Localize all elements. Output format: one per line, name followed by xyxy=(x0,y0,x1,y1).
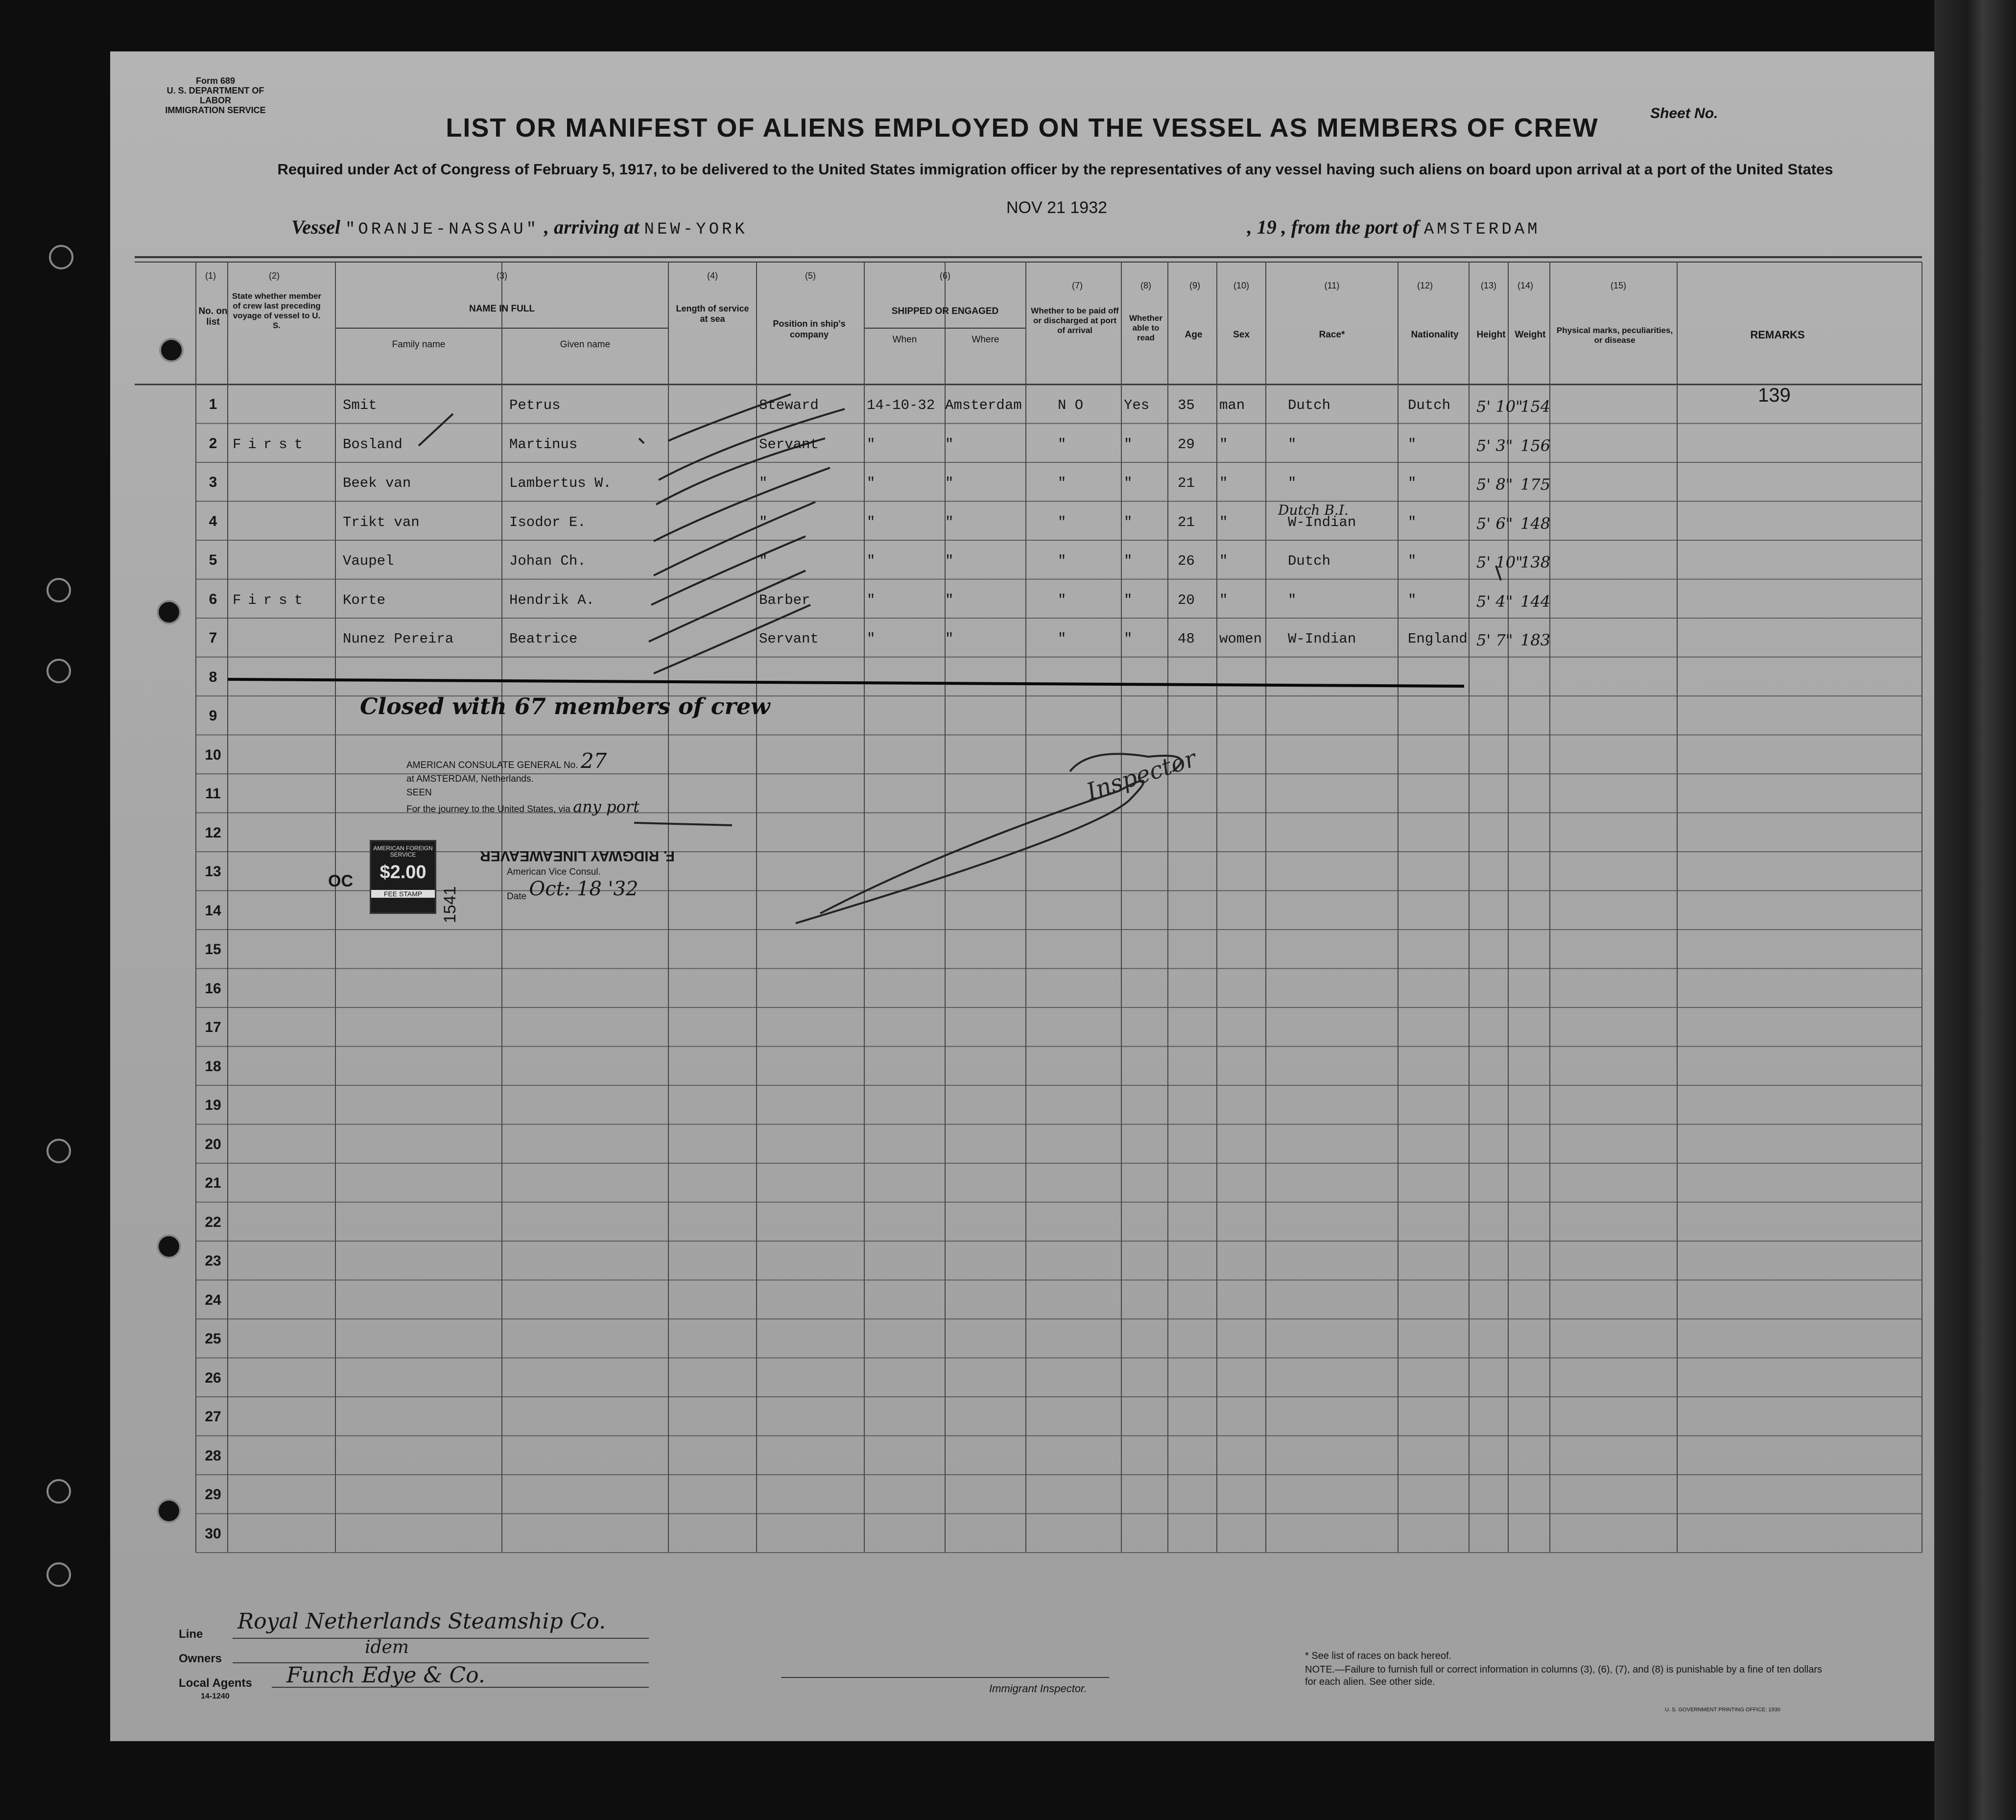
year-label: , 19 xyxy=(1247,216,1277,238)
cell-age: 48 xyxy=(1178,631,1195,647)
consulate-line1: AMERICAN CONSULATE GENERAL No. xyxy=(406,760,578,770)
cell-sex: " xyxy=(1219,475,1228,491)
binder-hole xyxy=(157,1234,181,1259)
consulate-line2: at AMSTERDAM, Netherlands. xyxy=(406,774,534,784)
cell-position: Servant xyxy=(759,631,819,647)
cell-height: 5' 8" xyxy=(1476,475,1513,494)
col-num-2: (2) xyxy=(269,271,280,281)
cell-given: Lambertus W. xyxy=(509,475,612,491)
binder-hole xyxy=(159,338,184,362)
cell-position: " xyxy=(759,553,768,569)
cell-weight: 183 xyxy=(1520,631,1551,649)
cell-read: Yes xyxy=(1124,397,1150,413)
row-number: 19 xyxy=(205,1097,221,1113)
header-nationality: Nationality xyxy=(1411,330,1459,340)
col-num-6: (6) xyxy=(940,271,950,281)
header-when: When xyxy=(892,335,917,345)
cell-where: Amsterdam xyxy=(945,397,1022,413)
cell-position: " xyxy=(759,514,768,530)
vice-consul-title: American Vice Consul. xyxy=(507,867,601,877)
header-state-crew: State whether member of crew last preceding voyage of vessel to U. S. xyxy=(232,291,322,330)
header-family-name: Family name xyxy=(392,339,446,350)
row-number: 23 xyxy=(205,1253,221,1269)
row-number: 4 xyxy=(209,513,217,529)
arrival-date-stamp: NOV 21 1932 xyxy=(1006,198,1108,217)
consulate-line3: SEEN xyxy=(406,788,432,798)
cell-race: " xyxy=(1288,475,1297,491)
department: U. S. DEPARTMENT OF LABOR xyxy=(166,86,264,105)
binder-hole xyxy=(49,245,73,269)
cell-read: " xyxy=(1124,436,1133,453)
cell-height: 5' 4" xyxy=(1476,592,1513,611)
cell-race: " xyxy=(1288,436,1297,453)
cell-read: " xyxy=(1124,631,1133,647)
binder-hole xyxy=(157,600,181,624)
footer-owners-value: idem xyxy=(365,1637,409,1657)
cell-nationality: " xyxy=(1408,592,1417,608)
footer-form-code: 14-1240 xyxy=(201,1692,230,1700)
fee-stamp-bottom: FEE STAMP xyxy=(371,890,435,898)
header-name-in-full: NAME IN FULL xyxy=(469,304,535,314)
cell-weight: 156 xyxy=(1520,436,1551,455)
arriving-label: , arriving at xyxy=(544,216,640,238)
row-number: 20 xyxy=(205,1136,221,1152)
cell-age: 26 xyxy=(1178,553,1195,569)
header-age: Age xyxy=(1185,330,1203,340)
cell-where: " xyxy=(945,436,954,453)
cell-read: " xyxy=(1124,553,1133,569)
cell-when: " xyxy=(867,553,876,569)
cell-family: Nunez Pereira xyxy=(343,631,454,647)
cell-where: " xyxy=(945,553,954,569)
cell-position: Barber xyxy=(759,592,810,608)
cell-nationality: " xyxy=(1408,553,1417,569)
cell-paid: " xyxy=(1058,514,1067,530)
cell-read: " xyxy=(1124,514,1133,530)
consulate-date-label: Date xyxy=(507,891,527,902)
cell-given: Martinus xyxy=(509,436,578,453)
cell-age: 35 xyxy=(1178,397,1195,413)
row-number: 24 xyxy=(205,1292,221,1308)
header-given-name: Given name xyxy=(560,339,611,350)
form-number: Form 689 xyxy=(195,76,236,86)
cell-paid: " xyxy=(1058,631,1067,647)
departure-port: AMSTERDAM xyxy=(1423,220,1541,239)
cell-nationality: " xyxy=(1408,475,1417,491)
cell-height: 5' 10" xyxy=(1476,553,1523,572)
col-num-11: (11) xyxy=(1324,281,1340,290)
race-correction: Dutch B.I. xyxy=(1278,502,1349,518)
cell-given: Hendrik A. xyxy=(509,592,595,608)
cell-weight: 148 xyxy=(1520,514,1551,533)
header-able-read: Whether able to read xyxy=(1129,313,1162,342)
row-number: 27 xyxy=(205,1409,221,1425)
cell-race: Dutch xyxy=(1288,553,1331,569)
cell-sex: " xyxy=(1219,436,1228,453)
cell-family: Beek van xyxy=(343,475,411,491)
row-number: 21 xyxy=(205,1175,221,1191)
header-height: Height xyxy=(1476,330,1506,340)
col-num-1: (1) xyxy=(205,271,216,281)
consulate-number: 27 xyxy=(580,749,607,773)
cell-age: 21 xyxy=(1178,514,1195,530)
cell-when: 14-10-32 xyxy=(867,397,935,413)
row-number: 5 xyxy=(209,552,217,568)
binder-spine xyxy=(1934,0,2016,1820)
col-num-13: (13) xyxy=(1480,281,1496,290)
cell-sex: " xyxy=(1219,553,1228,569)
col-num-4: (4) xyxy=(707,271,718,281)
vice-consul-name: F. RIDGWAY LINEAWEAVER xyxy=(480,848,675,864)
row-number: 15 xyxy=(205,941,221,958)
binder-hole xyxy=(47,1479,71,1504)
closed-note: Closed with 67 members of crew xyxy=(360,693,770,719)
col-num-10: (10) xyxy=(1233,281,1249,290)
row-number: 13 xyxy=(205,863,221,880)
cell-age: 20 xyxy=(1178,592,1195,608)
fee-amount: $2.00 xyxy=(379,862,427,883)
header-shipped-engaged: SHIPPED OR ENGAGED xyxy=(891,306,999,316)
sheet-number-label: Sheet No. xyxy=(1650,105,1718,121)
cell-sex: women xyxy=(1219,631,1262,647)
cell-paid: " xyxy=(1058,592,1067,608)
cell-read: " xyxy=(1124,592,1133,608)
inspector-signature: Inspector xyxy=(1083,744,1200,806)
service: IMMIGRATION SERVICE xyxy=(165,105,266,115)
cell-family: Smit xyxy=(343,397,377,413)
header-remarks: REMARKS xyxy=(1750,329,1805,341)
row-number: 29 xyxy=(205,1486,221,1503)
cell-given: Petrus xyxy=(509,397,561,413)
footer-line-value: Royal Netherlands Steamship Co. xyxy=(237,1609,606,1634)
cell-height: 5' 6" xyxy=(1476,514,1513,533)
header-no-on-list: No. on list xyxy=(198,306,228,327)
page-title: LIST OR MANIFEST OF ALIENS EMPLOYED ON THE VESSEL AS MEMBERS OF CREW xyxy=(446,113,1599,143)
cell-given: Beatrice xyxy=(509,631,578,647)
binder-hole xyxy=(157,1499,181,1523)
footer-lines xyxy=(110,51,1934,1741)
cell-race: W-Indian xyxy=(1288,631,1356,647)
cell-paid: " xyxy=(1058,553,1067,569)
row-number: 28 xyxy=(205,1447,221,1464)
cell-given: Johan Ch. xyxy=(509,553,586,569)
cell-where: " xyxy=(945,631,954,647)
cell-state: First xyxy=(233,592,310,608)
col-num-5: (5) xyxy=(805,271,816,281)
row-number: 12 xyxy=(205,824,221,841)
header-paid-off: Whether to be paid off or discharged at port of arrival xyxy=(1031,306,1119,335)
row-number: 16 xyxy=(205,980,221,997)
fee-stamp-number: 1541 xyxy=(441,886,459,923)
cell-family: Trikt van xyxy=(343,514,420,530)
footer-agents-label: Local Agents xyxy=(179,1676,252,1690)
manifest-page xyxy=(110,51,1934,1741)
col-num-8: (8) xyxy=(1140,281,1151,290)
header-length-service: Length of service at sea xyxy=(676,304,749,324)
header-race: Race* xyxy=(1319,330,1345,340)
cell-family: Korte xyxy=(343,592,386,608)
cell-nationality: Dutch xyxy=(1408,397,1451,413)
row-number: 2 xyxy=(209,435,217,452)
row-number: 30 xyxy=(205,1525,221,1542)
binder-hole xyxy=(47,659,71,683)
consulate-date: Oct: 18 '32 xyxy=(529,878,639,900)
col-num-14: (14) xyxy=(1517,281,1533,290)
footer-owners-label: Owners xyxy=(179,1652,222,1665)
fee-stamp-top: AMERICAN FOREIGN SERVICE xyxy=(373,845,433,858)
from-port-label: , from the port of xyxy=(1281,216,1419,238)
consulate-via: any port xyxy=(573,797,640,816)
row-number: 14 xyxy=(205,902,221,919)
stamp-prefix: OC xyxy=(328,872,353,890)
footer-agents-value: Funch Edye & Co. xyxy=(286,1663,485,1688)
cell-weight: 138 xyxy=(1520,553,1551,572)
header-weight: Weight xyxy=(1515,330,1546,340)
cell-height: 5' 3" xyxy=(1476,436,1513,455)
col-num-9: (9) xyxy=(1189,281,1200,290)
footer-inspector-label: Immigrant Inspector. xyxy=(989,1682,1087,1695)
consulate-line4: For the journey to the United States, via xyxy=(406,804,570,814)
row-number: 11 xyxy=(205,786,221,802)
cell-age: 29 xyxy=(1178,436,1195,453)
cell-sex: " xyxy=(1219,592,1228,608)
col-num-7: (7) xyxy=(1072,281,1083,290)
cell-nationality: England xyxy=(1408,631,1468,647)
row-number: 3 xyxy=(209,474,217,490)
footer-race-note: * See list of races on back hereof. xyxy=(1305,1651,1452,1661)
cell-read: " xyxy=(1124,475,1133,491)
footer-note: NOTE.—Failure to furnish full or correct information in columns (3), (6), (7), and (8) is punishable by a fine of ten dollars for each alien. See other side. xyxy=(1305,1664,1822,1687)
col-num-12: (12) xyxy=(1417,281,1433,290)
cell-when: " xyxy=(867,592,876,608)
cell-sex: " xyxy=(1219,514,1228,530)
cell-race: W-Indian xyxy=(1288,514,1356,530)
row-number: 22 xyxy=(205,1214,221,1230)
cell-race: " xyxy=(1288,592,1297,608)
cell-paid: N O xyxy=(1058,397,1084,413)
cell-position: " xyxy=(759,475,768,491)
header-position: Position in ship's company xyxy=(773,319,846,339)
row-number: 10 xyxy=(205,746,221,763)
row-number: 26 xyxy=(205,1369,221,1386)
cell-sex: man xyxy=(1219,397,1245,413)
row-number: 18 xyxy=(205,1058,221,1075)
cell-when: " xyxy=(867,631,876,647)
footer-printing: U. S. GOVERNMENT PRINTING OFFICE: 1930 xyxy=(1665,1707,1780,1713)
cell-when: " xyxy=(867,436,876,453)
vessel-label: Vessel xyxy=(291,216,340,238)
cell-family: Vaupel xyxy=(343,553,394,569)
cell-when: " xyxy=(867,514,876,530)
row-number: 1 xyxy=(209,396,217,412)
binder-hole xyxy=(47,578,71,602)
cell-weight: 154 xyxy=(1520,397,1551,416)
cell-paid: " xyxy=(1058,475,1067,491)
cell-race: Dutch xyxy=(1288,397,1331,413)
header-physical-marks: Physical marks, peculiarities, or disease xyxy=(1556,326,1673,345)
row-number: 9 xyxy=(209,708,217,724)
row-number: 25 xyxy=(205,1331,221,1347)
vessel-name: "ORANJE-NASSAU" xyxy=(345,220,540,239)
cell-age: 21 xyxy=(1178,475,1195,491)
cell-given: Isodor E. xyxy=(509,514,586,530)
cell-state: First xyxy=(233,436,310,453)
cell-weight: 144 xyxy=(1520,592,1551,611)
remarks-number: 139 xyxy=(1758,384,1791,406)
cell-height: 5' 10" xyxy=(1476,397,1523,416)
row-number: 17 xyxy=(205,1019,221,1035)
cell-position: Steward xyxy=(759,397,819,413)
row-number: 7 xyxy=(209,630,217,646)
page-subtitle: Required under Act of Congress of February 5, 1917, to be delivered to the United States immigration officer by the representatives of any vessel having such aliens on board upon arrival at a port of the United States xyxy=(277,161,1833,178)
cell-weight: 175 xyxy=(1520,475,1551,494)
header-sex: Sex xyxy=(1233,330,1250,340)
cell-paid: " xyxy=(1058,436,1067,453)
binder-hole xyxy=(47,1139,71,1163)
cell-where: " xyxy=(945,592,954,608)
col-num-15: (15) xyxy=(1610,281,1626,290)
cell-position: Servant xyxy=(759,436,819,453)
cell-where: " xyxy=(945,475,954,491)
arrival-port: NEW-YORK xyxy=(644,220,748,239)
col-num-3: (3) xyxy=(497,271,507,281)
cell-nationality: " xyxy=(1408,514,1417,530)
cell-where: " xyxy=(945,514,954,530)
cell-height: 5' 7" xyxy=(1476,631,1513,649)
row-number: 8 xyxy=(209,669,217,685)
binder-hole xyxy=(47,1562,71,1587)
row-number: 6 xyxy=(209,591,217,607)
footer-line-label: Line xyxy=(179,1628,203,1641)
cell-family: Bosland xyxy=(343,436,403,453)
cell-nationality: " xyxy=(1408,436,1417,453)
header-where: Where xyxy=(972,335,999,345)
cell-when: " xyxy=(867,475,876,491)
